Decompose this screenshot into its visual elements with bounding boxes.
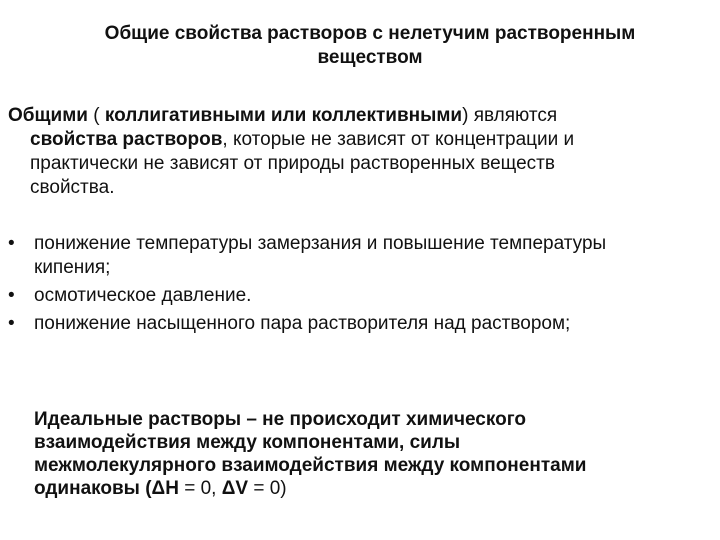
list-item: • понижение температуры замерзания и повышение температуры кипения;	[8, 233, 607, 278]
intro-line-2: свойства растворов, которые не зависят от концентрации и	[30, 129, 575, 150]
intro-term-properties: свойства растворов	[30, 129, 223, 150]
intro-line-4: свойства.	[30, 177, 115, 198]
ideal-line-4: одинаковы (ΔH = 0, ΔV = 0)	[34, 478, 287, 499]
slide-title	[60, 22, 680, 70]
ideal-line-1: Идеальные растворы – не происходит химического	[34, 409, 526, 430]
bullet-icon: •	[8, 313, 15, 334]
ideal-solutions-paragraph	[34, 408, 694, 500]
ideal-line-2: взаимодействия между компонентами, силы	[34, 432, 461, 453]
list-item: • осмотическое давление.	[8, 285, 252, 306]
title-line-1: Общие свойства растворов с нелетучим растворенным	[104, 23, 636, 44]
intro-paragraph	[8, 104, 688, 200]
ideal-line-3: межмолекулярного взаимодействия между компонентами	[34, 455, 587, 476]
delta-v: ΔV	[221, 478, 249, 499]
bullet-icon: •	[8, 233, 15, 254]
properties-list	[8, 232, 708, 340]
intro-term-colligative: коллигативными или коллективными	[104, 105, 463, 126]
bullet-icon: •	[8, 285, 15, 306]
list-item: • понижение насыщенного пара растворителя над раствором;	[8, 313, 571, 334]
title-line-2: веществом	[317, 47, 423, 68]
intro-line-1: Общими ( коллигативными или коллективными) являются	[8, 105, 558, 126]
delta-h: ΔH	[151, 478, 179, 499]
intro-term-general: Общими	[8, 105, 88, 126]
intro-line-3: практически не зависят от природы растворенных веществ	[30, 153, 555, 174]
